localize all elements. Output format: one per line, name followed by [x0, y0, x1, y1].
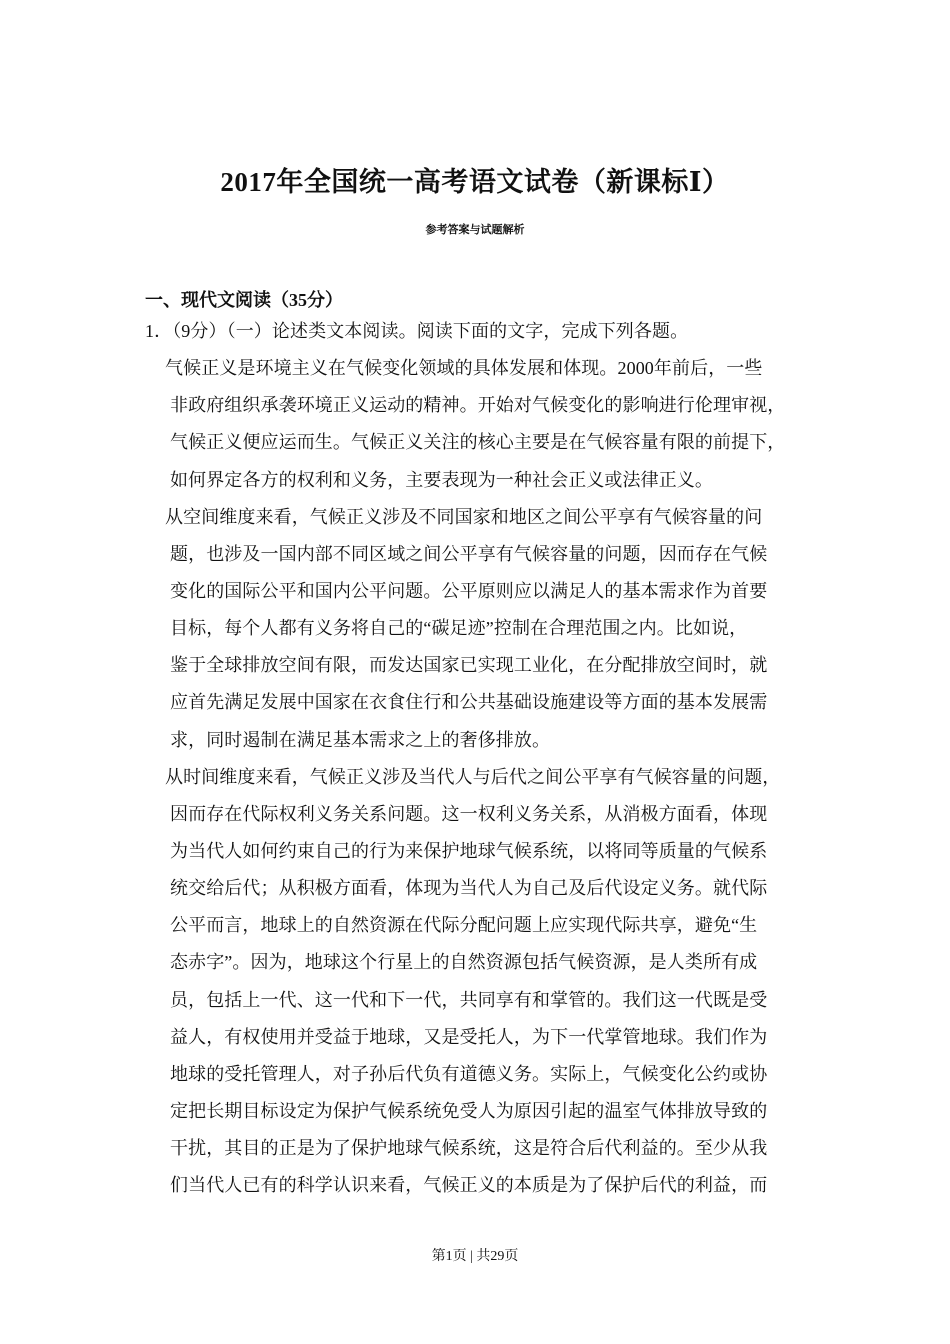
text-line: 态赤字”。因为，地球这个行星上的自然资源包括气候资源，是人类所有成: [170, 952, 758, 973]
text-line: 从时间维度来看，气候正义涉及当代人与后代之间公平享有气候容量的问题，: [165, 766, 781, 787]
question-line: 1．（9分）（一）论述类文本阅读。阅读下面的文字，完成下列各题。: [145, 321, 689, 341]
document-body: [0, 313, 950, 1204]
text-line: 求，同时遏制在满足基本需求之上的奢侈排放。: [170, 729, 551, 750]
document-title: 2017年全国统一高考语文试卷（新课标Ⅰ）: [220, 167, 730, 197]
text-line: 员，包括上一代、这一代和下一代，共同享有和掌管的。我们这一代既是受: [170, 989, 768, 1010]
page-footer: 第1页 | 共29页: [431, 1249, 519, 1264]
section-heading: 一、现代文阅读（35分）: [145, 290, 343, 310]
text-line: 从空间维度来看，气候正义涉及不同国家和地区之间公平享有气候容量的问: [165, 506, 763, 527]
document-subtitle: 参考答案与试题解析: [425, 224, 525, 236]
text-line: 如何界定各方的权利和义务，主要表现为一种社会正义或法律正义。: [170, 469, 713, 490]
text-line: 应首先满足发展中国家在衣食住行和公共基础设施建设等方面的基本发展需: [170, 692, 768, 713]
text-line: 益人，有权使用并受益于地球，又是受托人，为下一代掌管地球。我们作为: [170, 1026, 768, 1047]
text-line: 目标，每个人都有义务将自己的“碳足迹”控制在合理范围之内。比如说，: [170, 618, 748, 639]
text-line: 变化的国际公平和国内公平问题。公平原则应以满足人的基本需求作为首要: [170, 580, 768, 601]
text-line: 非政府组织承袭环境正义运动的精神。开始对气候变化的影响进行伦理审视，: [170, 395, 786, 416]
text-line: 因而存在代际权利义务关系问题。这一权利义务关系，从消极方面看，体现: [170, 803, 768, 824]
text-line: 统交给后代；从积极方面看，体现为当代人为自己及后代设定义务。就代际: [170, 878, 768, 899]
text-line: 们当代人已有的科学认识来看，气候正义的本质是为了保护后代的利益，而: [170, 1175, 768, 1196]
text-line: 气候正义是环境主义在气候变化领域的具体发展和体现。2000年前后，一些: [165, 358, 763, 379]
text-line: 地球的受托管理人，对子孙后代负有道德义务。实际上，气候变化公约或协: [170, 1063, 768, 1084]
text-line: 干扰，其目的正是为了保护地球气候系统，这是符合后代利益的。至少从我: [170, 1138, 768, 1159]
text-line: 气候正义便应运而生。气候正义关注的核心主要是在气候容量有限的前提下，: [170, 432, 786, 453]
text-line: 公平而言，地球上的自然资源在代际分配问题上应实现代际共享，避免“生: [170, 915, 758, 936]
text-line: 鉴于全球排放空间有限，而发达国家已实现工业化，在分配排放空间时，就: [170, 655, 768, 676]
text-line: 题，也涉及一国内部不同区域之间公平享有气候容量的问题，因而存在气候: [170, 543, 768, 564]
text-line: 为当代人如何约束自己的行为来保护地球气候系统，以将同等质量的气候系: [170, 840, 768, 861]
text-line: 定把长期目标设定为保护气候系统免受人为原因引起的温室气体排放导致的: [170, 1100, 768, 1121]
